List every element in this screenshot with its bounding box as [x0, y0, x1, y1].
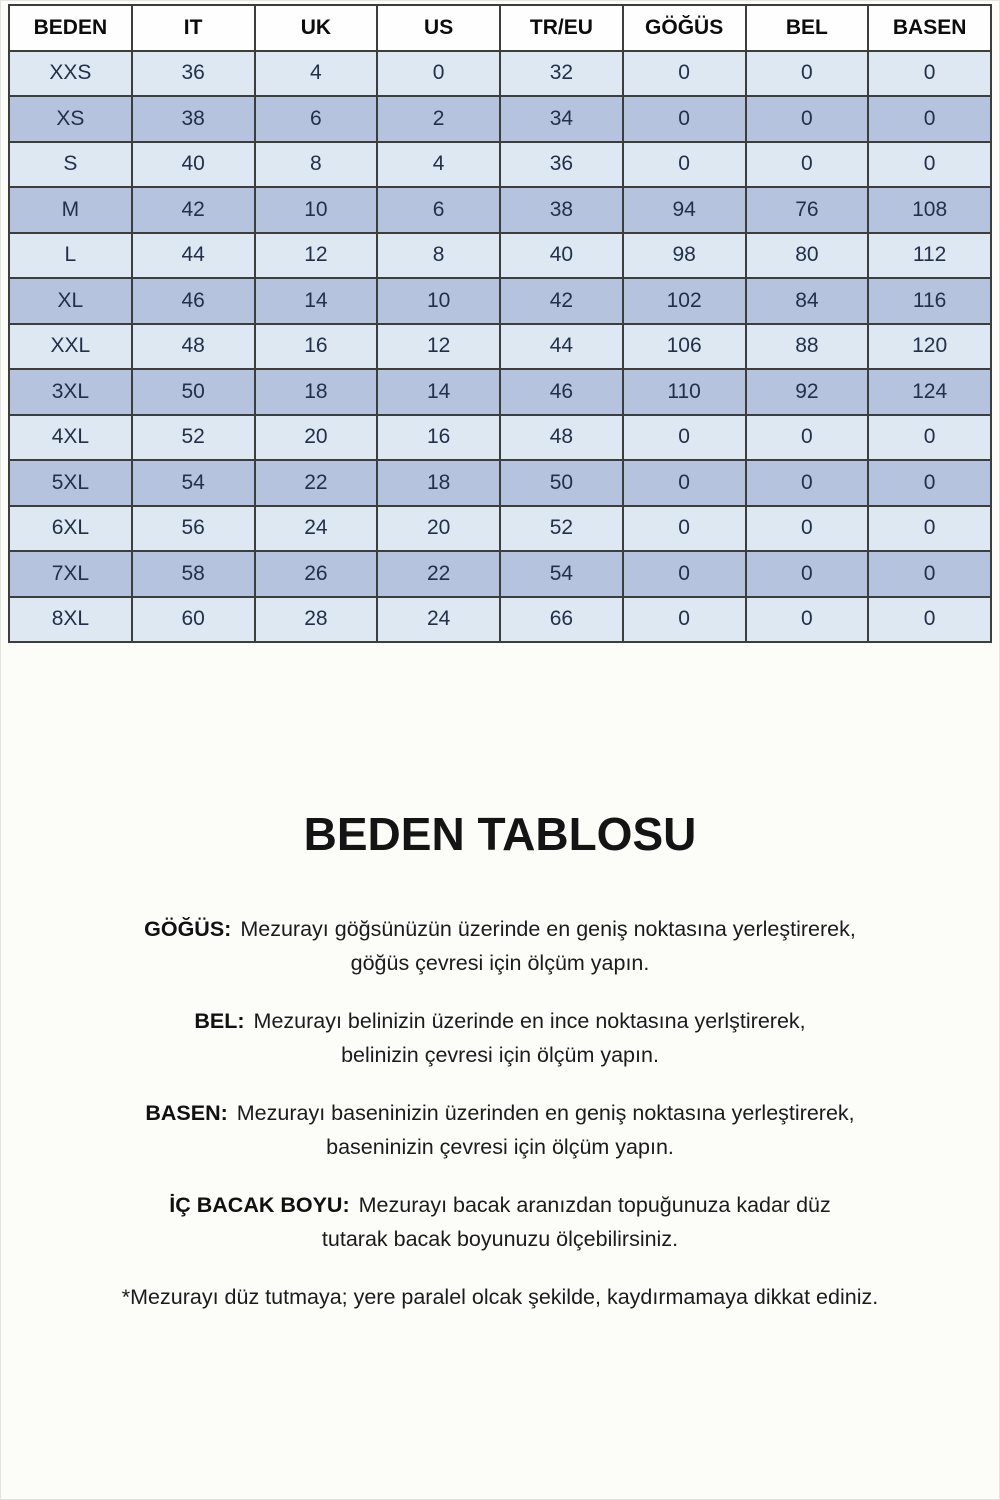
section-line-1	[1, 1188, 999, 1222]
table-cell: 36	[500, 142, 623, 188]
table-cell: 36	[132, 51, 255, 97]
measurement-info	[1, 809, 999, 1314]
table-row	[9, 278, 991, 324]
table-cell: 38	[500, 187, 623, 233]
table-cell: 0	[623, 506, 746, 552]
table-cell: 0	[377, 51, 500, 97]
table-cell: 6	[377, 187, 500, 233]
column-header: US	[377, 5, 500, 51]
table-cell: 0	[746, 96, 869, 142]
table-cell: 4	[377, 142, 500, 188]
size-table-head	[9, 5, 991, 51]
table-cell: 0	[746, 51, 869, 97]
table-cell: 0	[623, 51, 746, 97]
table-cell: 58	[132, 551, 255, 597]
table-cell: 24	[255, 506, 378, 552]
table-cell: 0	[623, 415, 746, 461]
table-cell: 84	[746, 278, 869, 324]
table-cell: 0	[868, 96, 991, 142]
table-cell: 0	[746, 551, 869, 597]
section-basen	[1, 1096, 999, 1164]
section-line-2: tutarak bacak boyunuzu ölçebilirsiniz.	[321, 1226, 679, 1251]
table-cell: 4	[255, 51, 378, 97]
table-cell: 0	[746, 142, 869, 188]
table-cell: 116	[868, 278, 991, 324]
table-cell: 7XL	[9, 551, 132, 597]
table-cell: 42	[132, 187, 255, 233]
table-cell: 0	[623, 597, 746, 643]
table-cell: 5XL	[9, 460, 132, 506]
table-cell: 44	[500, 324, 623, 370]
table-cell: 0	[623, 142, 746, 188]
table-cell: 112	[868, 233, 991, 279]
table-row	[9, 460, 991, 506]
column-header: IT	[132, 5, 255, 51]
table-cell: 44	[132, 233, 255, 279]
table-cell: 66	[500, 597, 623, 643]
table-cell: 0	[868, 551, 991, 597]
table-cell: L	[9, 233, 132, 279]
table-cell: 12	[377, 324, 500, 370]
table-cell: 10	[377, 278, 500, 324]
table-cell: 76	[746, 187, 869, 233]
table-row	[9, 51, 991, 97]
table-cell: 8	[377, 233, 500, 279]
table-cell: 102	[623, 278, 746, 324]
table-cell: 20	[255, 415, 378, 461]
table-cell: 110	[623, 369, 746, 415]
table-row	[9, 96, 991, 142]
table-cell: 6XL	[9, 506, 132, 552]
column-header: BEDEN	[9, 5, 132, 51]
section-gogus-text: Mezurayı göğsünüzün üzerinde en geniş noktasına yerleştirerek,	[240, 916, 856, 941]
table-cell: 0	[746, 460, 869, 506]
table-cell: S	[9, 142, 132, 188]
table-cell: 14	[255, 278, 378, 324]
table-cell: 10	[255, 187, 378, 233]
section-basen-text: Mezurayı baseninizin üzerinden en geniş noktasına yerleştirerek,	[236, 1100, 855, 1125]
table-cell: 46	[500, 369, 623, 415]
section-ic-bacak-boyu	[1, 1188, 999, 1256]
footnote: *Mezurayı düz tutmaya; yere paralel olcak şekilde, kaydırmamaya dikkat ediniz.	[121, 1284, 879, 1309]
table-cell: 94	[623, 187, 746, 233]
table-cell: 2	[377, 96, 500, 142]
table-cell: 0	[868, 460, 991, 506]
table-cell: 40	[132, 142, 255, 188]
table-row	[9, 551, 991, 597]
section-line-2: göğüs çevresi için ölçüm yapın.	[350, 950, 650, 975]
section-line-1	[1, 1004, 999, 1038]
table-cell: 56	[132, 506, 255, 552]
table-cell: 98	[623, 233, 746, 279]
table-cell: XS	[9, 96, 132, 142]
table-cell: 52	[500, 506, 623, 552]
table-cell: 40	[500, 233, 623, 279]
section-gogus	[1, 912, 999, 980]
column-header: BASEN	[868, 5, 991, 51]
table-cell: 6	[255, 96, 378, 142]
table-cell: 0	[623, 551, 746, 597]
table-row	[9, 142, 991, 188]
table-cell: 26	[255, 551, 378, 597]
table-cell: 92	[746, 369, 869, 415]
table-cell: 0	[868, 142, 991, 188]
table-cell: XXS	[9, 51, 132, 97]
size-table	[8, 4, 992, 643]
table-cell: 16	[255, 324, 378, 370]
table-cell: 22	[377, 551, 500, 597]
table-cell: 106	[623, 324, 746, 370]
section-line-2: belinizin çevresi için ölçüm yapın.	[341, 1042, 659, 1067]
table-cell: 50	[500, 460, 623, 506]
table-row	[9, 187, 991, 233]
section-line-1	[1, 912, 999, 946]
column-header: TR/EU	[500, 5, 623, 51]
table-cell: 54	[132, 460, 255, 506]
table-cell: 108	[868, 187, 991, 233]
table-cell: XL	[9, 278, 132, 324]
table-cell: 8XL	[9, 597, 132, 643]
table-cell: 50	[132, 369, 255, 415]
table-cell: 0	[746, 597, 869, 643]
section-bel-text: Mezurayı belinizin üzerinde en ince noktasına yerlştirerek,	[253, 1008, 806, 1033]
table-cell: 46	[132, 278, 255, 324]
table-cell: 124	[868, 369, 991, 415]
table-cell: 18	[377, 460, 500, 506]
table-cell: 80	[746, 233, 869, 279]
table-row	[9, 369, 991, 415]
table-cell: 18	[255, 369, 378, 415]
table-cell: XXL	[9, 324, 132, 370]
column-header: BEL	[746, 5, 869, 51]
table-cell: 8	[255, 142, 378, 188]
section-ic-bacak-text: Mezurayı bacak aranızdan topuğunuza kadar düz	[358, 1192, 831, 1217]
section-basen-label: BASEN:	[145, 1100, 228, 1125]
table-cell: 14	[377, 369, 500, 415]
table-cell: 3XL	[9, 369, 132, 415]
section-line-1	[1, 1096, 999, 1130]
table-cell: 22	[255, 460, 378, 506]
column-header: GÖĞÜS	[623, 5, 746, 51]
table-cell: 120	[868, 324, 991, 370]
size-table-body	[9, 51, 991, 643]
table-row	[9, 597, 991, 643]
table-cell: 0	[746, 415, 869, 461]
table-row	[9, 415, 991, 461]
table-row	[9, 324, 991, 370]
table-cell: 54	[500, 551, 623, 597]
table-cell: 32	[500, 51, 623, 97]
table-header-row	[9, 5, 991, 51]
table-cell: 38	[132, 96, 255, 142]
column-header: UK	[255, 5, 378, 51]
table-cell: 0	[868, 415, 991, 461]
table-cell: 48	[500, 415, 623, 461]
table-cell: 16	[377, 415, 500, 461]
section-ic-bacak-label: İÇ BACAK BOYU:	[169, 1192, 350, 1217]
table-row	[9, 506, 991, 552]
table-cell: 88	[746, 324, 869, 370]
table-cell: 20	[377, 506, 500, 552]
table-cell: 28	[255, 597, 378, 643]
table-cell: 0	[868, 51, 991, 97]
table-cell: 0	[868, 597, 991, 643]
page-title: BEDEN TABLOSU	[303, 808, 697, 860]
table-cell: 24	[377, 597, 500, 643]
table-cell: 0	[623, 96, 746, 142]
table-cell: 48	[132, 324, 255, 370]
table-cell: 60	[132, 597, 255, 643]
section-bel-label: BEL:	[194, 1008, 245, 1033]
table-cell: M	[9, 187, 132, 233]
section-line-2: baseninizin çevresi için ölçüm yapın.	[326, 1134, 674, 1159]
section-bel	[1, 1004, 999, 1072]
table-cell: 42	[500, 278, 623, 324]
table-cell: 52	[132, 415, 255, 461]
table-cell: 0	[746, 506, 869, 552]
table-cell: 4XL	[9, 415, 132, 461]
table-cell: 0	[868, 506, 991, 552]
section-gogus-label: GÖĞÜS:	[144, 916, 232, 941]
table-cell: 0	[623, 460, 746, 506]
table-cell: 12	[255, 233, 378, 279]
table-row	[9, 233, 991, 279]
table-cell: 34	[500, 96, 623, 142]
